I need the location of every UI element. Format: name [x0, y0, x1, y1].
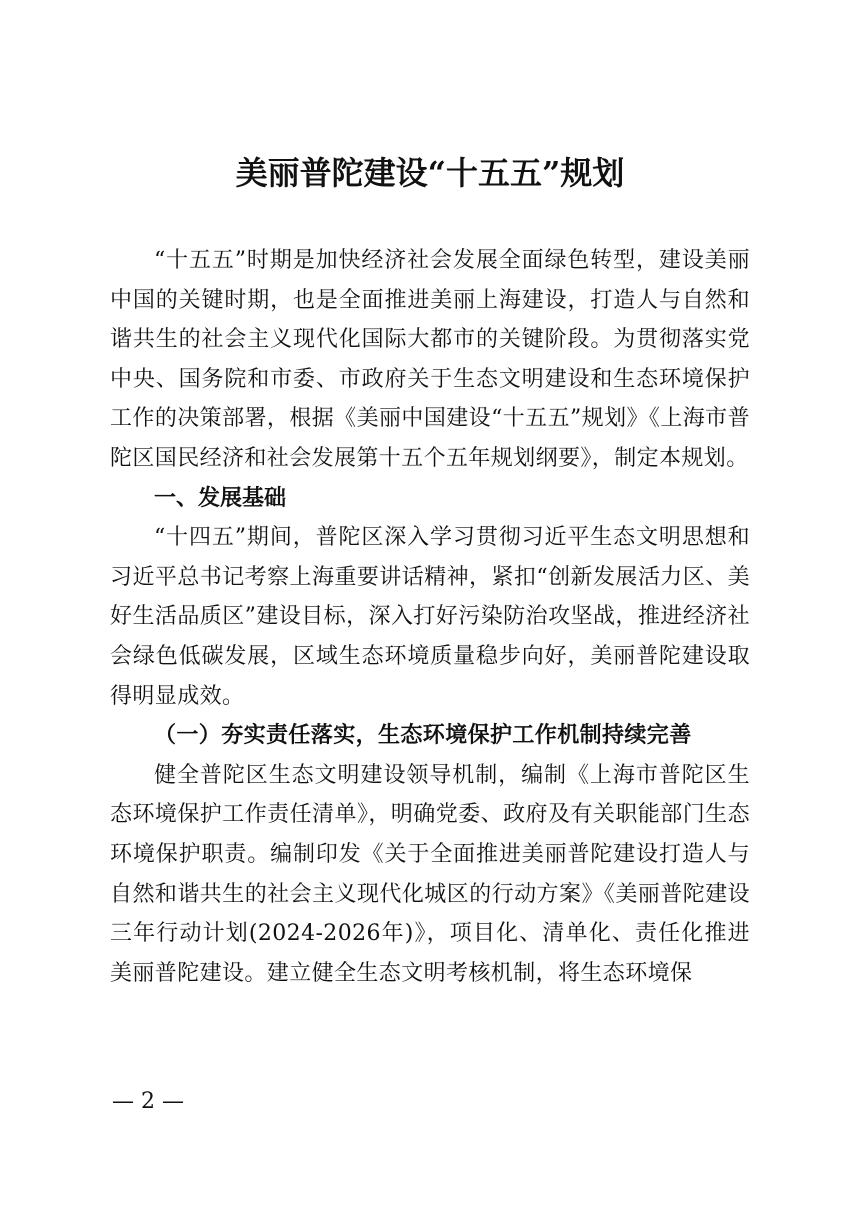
section-heading: 一、发展基础	[154, 485, 287, 511]
subsection-heading: （一）夯实责任落实，生态环境保护工作机制持续完善	[154, 722, 692, 749]
section-paragraph: “十四五”期间，普陀区深入学习贯彻习近平生态文明思想和习近平总书记考察上海重要讲话精神，紧扣“创新发展活力区、美好生活品质区”建设目标，深入打好污染防治攻坚战，推进经济社会绿色低碳发展，区域生态环境质量稳步向好，美丽普陀建设取得明显成效。	[110, 525, 750, 709]
intro-paragraph: “十五五”时期是加快经济社会发展全面绿色转型，建设美丽中国的关键时期，也是全面推进美丽上海建设，打造人与自然和谐共生的社会主义现代化国际大都市的关键阶段。为贯彻落实党中央、国务院和市委、市政府关于生态文明建设和生态环境保护工作的决策部署，根据《美丽中国建设“十五五”规划》《上海市普陀区国民经济和社会发展第十五个五年规划纲要》，制定本规划。	[110, 248, 750, 471]
page-number: — 2 —	[112, 1089, 184, 1114]
document-body	[110, 241, 750, 993]
subsection-paragraph: 健全普陀区生态文明建设领导机制，编制《上海市普陀区生态环境保护工作责任清单》，明确党委、政府及有关职能部门生态环境保护职责。编制印发《关于全面推进美丽普陀建设打造人与自然和谐共生的社会主义现代化城区的行动方案》《美丽普陀建设三年行动计划(2024-2026年)》，项目化、清单化、责任化推进美丽普陀建设。建立健全生态文明考核机制，将生态环境保	[110, 762, 750, 986]
document-title: 美丽普陀建设“十五五”规划	[235, 154, 625, 192]
